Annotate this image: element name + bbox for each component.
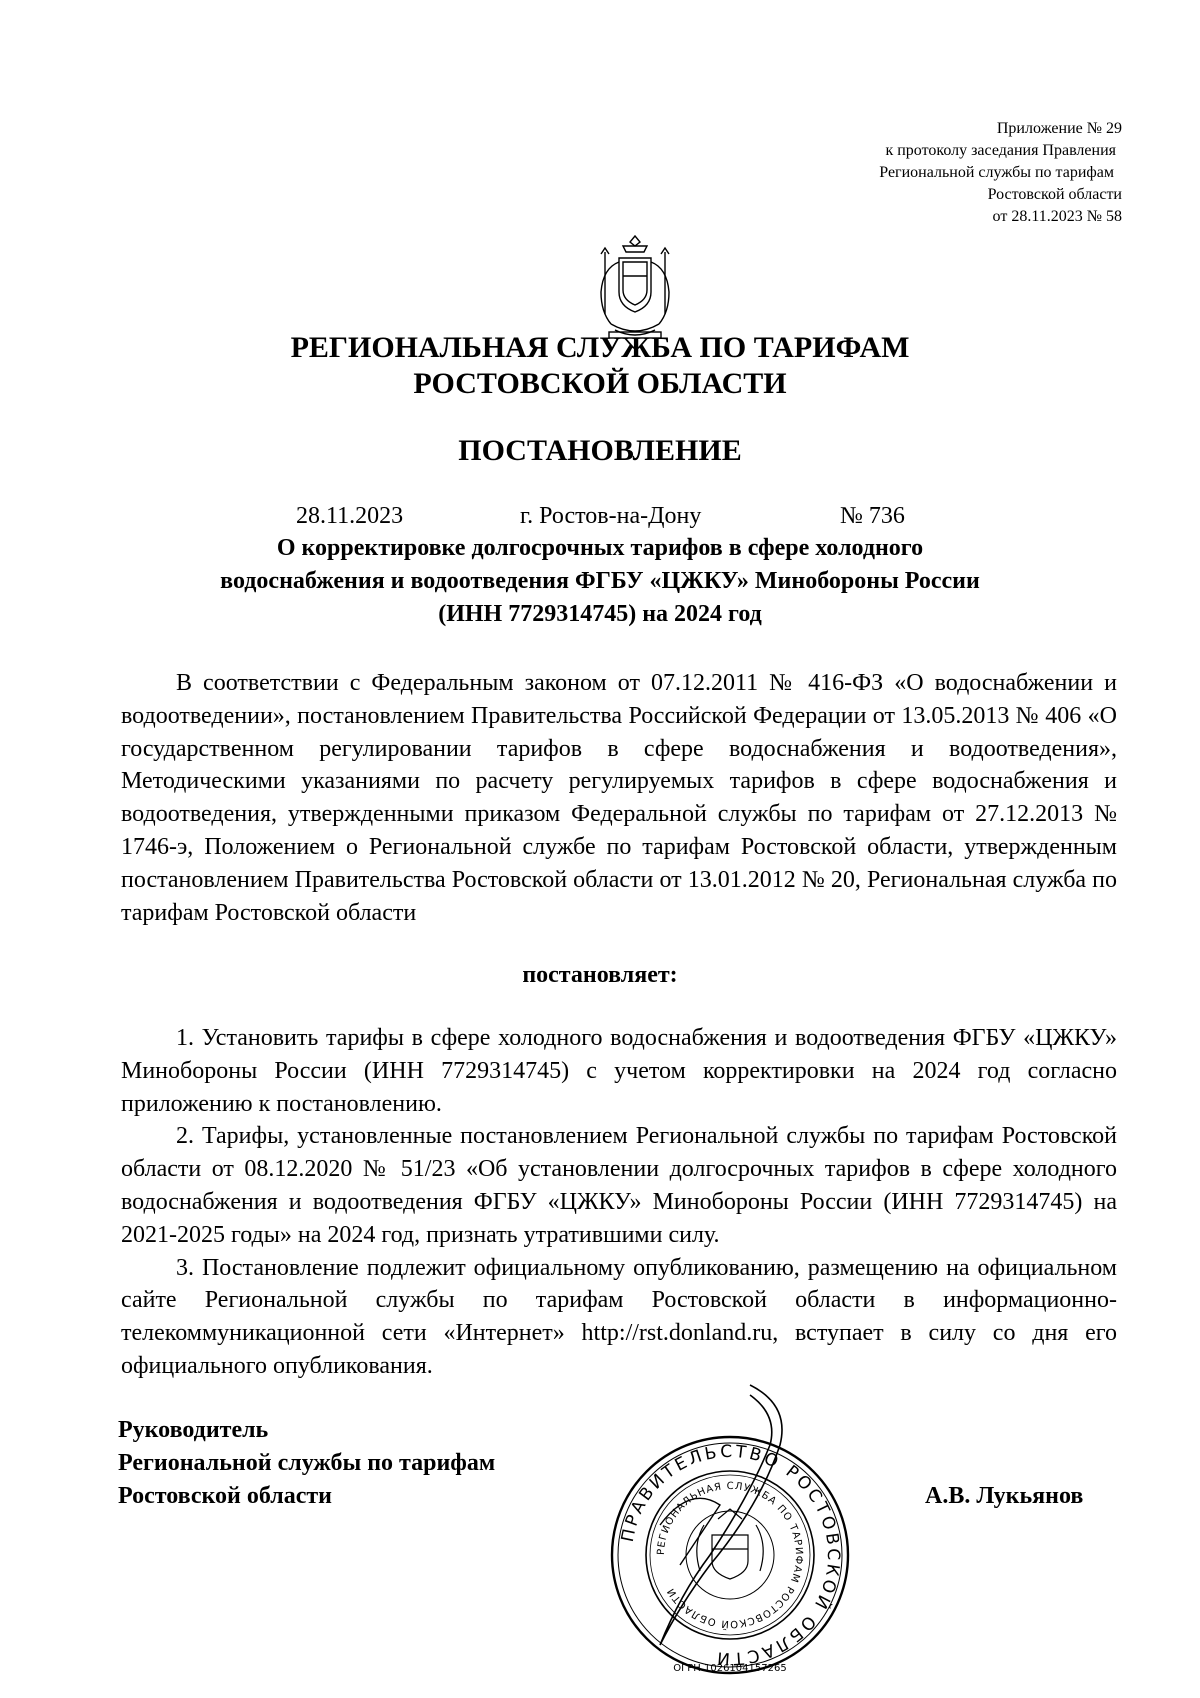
document-city: г. Ростов-на-Дону xyxy=(520,503,702,529)
svg-text:РЕГИОНАЛЬНАЯ СЛУЖБА ПО ТАРИФАМ xyxy=(656,1481,804,1631)
seal-inner-text: РЕГИОНАЛЬНАЯ СЛУЖБА ПО ТАРИФАМ РОСТОВСКОЙ ОБЛАСТИ xyxy=(655,1480,805,1630)
signer-position-line: Ростовской области xyxy=(118,1483,332,1509)
document-date: 28.11.2023 xyxy=(296,503,404,529)
resolution-item: 1. Установить тарифы в сфере холодного водоснабжения и водоотведения ФГБУ «ЦЖКУ» Минобороны России (ИНН 7729314745) с учетом корректировки на 2024 год согласно приложению к постановлению. xyxy=(121,1025,1117,1117)
document-type: ПОСТАНОВЛЕНИЕ xyxy=(458,434,742,467)
document-subject xyxy=(0,532,1200,631)
signer-position xyxy=(118,1414,495,1513)
document-number: № 736 xyxy=(840,503,905,529)
subject-line: водоснабжения и водоотведения ФГБУ «ЦЖКУ» Минобороны России xyxy=(220,568,980,594)
resolution-items xyxy=(121,1022,1117,1383)
attachment-line: Приложение № 29 xyxy=(996,120,1122,137)
subject-line: (ИНН 7729314745) на 2024 год xyxy=(438,601,762,627)
organization-line: РЕГИОНАЛЬНАЯ СЛУЖБА ПО ТАРИФАМ xyxy=(290,331,910,364)
date-line xyxy=(0,501,1200,531)
coat-of-arms-icon xyxy=(589,232,681,342)
seal-ogrn: ОГРН 1026104157265 xyxy=(673,1663,787,1674)
resolution-item: 2. Тарифы, установленные постановлением Региональной службы по тарифам Ростовской области от 08.12.2020 № 51/23 «Об установлении долгосрочных тарифов в сфере холодного водоснабжения и водоотведения ФГБУ «ЦЖКУ» Минобороны России (ИНН 7729314745) на 2021-2025 годы» на 2024 год, признать утратившими силу. xyxy=(121,1123,1117,1248)
attachment-line: Региональной службы по тарифам xyxy=(879,164,1114,181)
attachment-note xyxy=(700,118,1122,228)
signer-position-line: Региональной службы по тарифам xyxy=(118,1450,496,1476)
official-seal-icon xyxy=(600,1375,860,1685)
attachment-line: к протоколу заседания Правления xyxy=(885,142,1116,159)
signer-name: А.В. Лукьянов xyxy=(925,1483,1084,1509)
resolution-item: 3. Постановление подлежит официальному опубликованию, размещению на официальном сайте Региональной службы по тарифам Ростовской области в информационно-телекоммуникационной сети «Интернет» http://rst.donland.ru, вступает в силу со дня его официального опубликования. xyxy=(121,1254,1117,1379)
signer-position-line: Руководитель xyxy=(118,1417,269,1443)
resolves-heading: постановляет: xyxy=(522,962,678,988)
attachment-line: от 28.11.2023 № 58 xyxy=(992,208,1122,225)
attachment-line: Ростовской области xyxy=(987,186,1122,203)
preamble-paragraph: В соответствии с Федеральным законом от 07.12.2011 № 416-ФЗ «О водоснабжении и водоотведении», постановлением Правительства Российской Федерации от 13.05.2013 № 406 «О государственном регулировании тарифов в сфере водоснабжения и водоотведения», Методическими указаниями по расчету регулируемых тарифов в сфере водоснабжения и водоотведения, утвержденными приказом Федеральной службы по тарифам от 27.12.2013 № 1746-э, Положением о Региональной службе по тарифам Ростовской области, утвержденным постановлением Правительства Ростовской области от 13.01.2012 № 20, Региональная служба по тарифам Ростовской области xyxy=(121,670,1117,926)
organization-line: РОСТОВСКОЙ ОБЛАСТИ xyxy=(413,367,787,400)
subject-line: О корректировке долгосрочных тарифов в сфере холодного xyxy=(276,535,924,561)
organization-title xyxy=(0,330,1200,402)
seal-outer-text: ПРАВИТЕЛЬСТВО РОСТОВСКОЙ ОБЛАСТИ xyxy=(617,1441,844,1669)
